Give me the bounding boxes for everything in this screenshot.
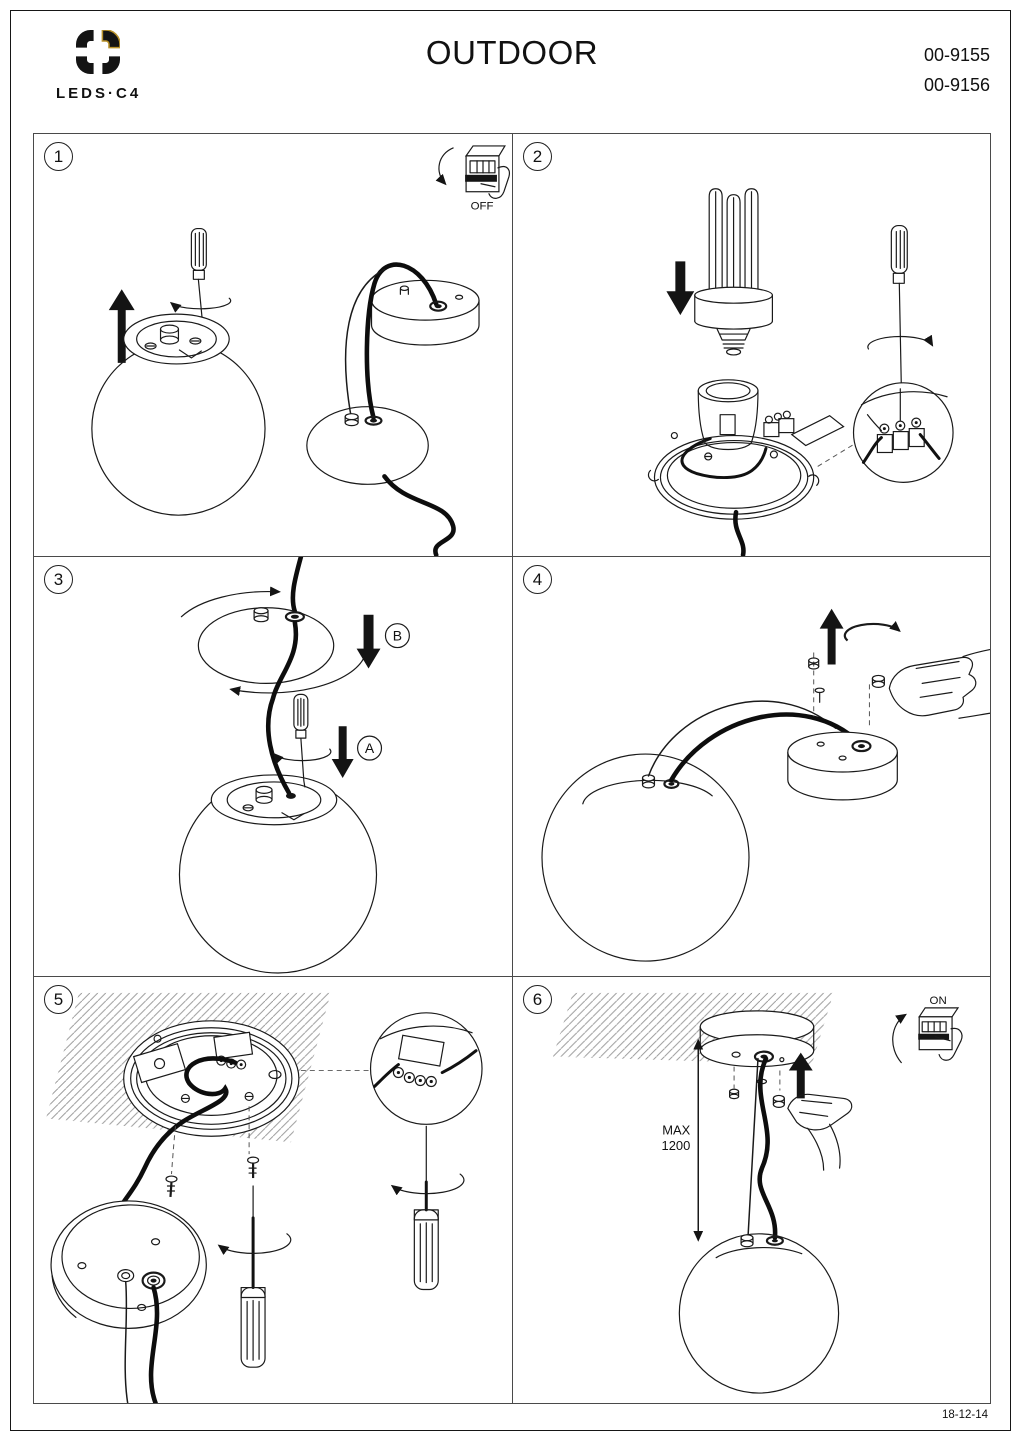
label-b <box>357 615 410 669</box>
screwdriver-icon <box>219 1186 291 1367</box>
page-title: OUTDOOR <box>425 34 599 71</box>
power-on-switch-icon <box>893 995 962 1063</box>
step-2-illustration <box>513 134 990 556</box>
step-number: 2 <box>523 142 552 171</box>
product-codes <box>924 40 990 100</box>
step-a-label: A <box>364 740 375 757</box>
down-arrow <box>332 726 354 778</box>
steel-cable <box>748 1059 758 1237</box>
off-label: OFF <box>470 200 494 213</box>
hand <box>773 1094 851 1170</box>
brand-name: LEDS·C4 <box>56 85 142 102</box>
cable-grommet <box>286 793 296 799</box>
on-label: ON <box>929 994 947 1007</box>
cover-disc <box>198 608 333 684</box>
trailing-cable <box>384 476 453 555</box>
up-arrow <box>820 609 844 665</box>
ceiling-canopy <box>372 280 479 345</box>
step-4-illustration <box>513 557 990 976</box>
max-value: 1200 <box>661 1138 691 1154</box>
product-code-2: 00-9156 <box>923 75 990 95</box>
cfl-bulb-icon <box>695 189 773 355</box>
step-number: 6 <box>523 985 552 1014</box>
step-panel-4 <box>512 556 991 977</box>
step-panel-1 <box>33 133 513 557</box>
screwdriver-icon <box>274 694 331 787</box>
globe-shade <box>542 754 749 961</box>
globe-shade <box>179 775 376 973</box>
step-b-label: B <box>392 627 403 644</box>
max-label: MAX <box>662 1122 691 1138</box>
mains-cable <box>760 1059 775 1238</box>
dimension-arrow <box>662 1041 699 1240</box>
revision-date: 18-12-14 <box>941 1409 988 1421</box>
ceiling-canopy <box>700 1011 813 1067</box>
step-panel-2 <box>512 133 991 557</box>
down-arrow <box>666 261 694 315</box>
step-1-illustration <box>34 134 512 556</box>
step-number: 4 <box>523 565 552 594</box>
step-number: 5 <box>44 985 73 1014</box>
step-panel-6 <box>512 976 991 1404</box>
magnifier-detail <box>301 1013 482 1124</box>
hand <box>872 650 989 719</box>
step-3-illustration <box>34 557 512 976</box>
globe-shade <box>679 1234 838 1393</box>
ceiling-canopy <box>788 732 897 800</box>
ceiling-canopy <box>51 1201 206 1403</box>
magnifier-detail <box>818 383 953 483</box>
mains-cable <box>293 557 301 612</box>
screwdriver-icon-2 <box>392 1126 463 1289</box>
lampholder-base <box>648 380 843 555</box>
screwdriver-icon <box>868 226 932 385</box>
step-panel-3 <box>33 556 513 977</box>
mounting-plate <box>124 1021 299 1202</box>
fixing-hardware <box>809 609 900 728</box>
step-number: 1 <box>44 142 73 171</box>
label-a <box>332 726 382 778</box>
product-code-1: 00-9155 <box>923 45 990 65</box>
step-5-illustration <box>34 977 512 1403</box>
step-panel-5 <box>33 976 513 1404</box>
step-6-illustration <box>513 977 990 1403</box>
down-arrow <box>357 615 381 669</box>
power-off-switch-icon <box>439 146 509 213</box>
step-number: 3 <box>44 565 73 594</box>
